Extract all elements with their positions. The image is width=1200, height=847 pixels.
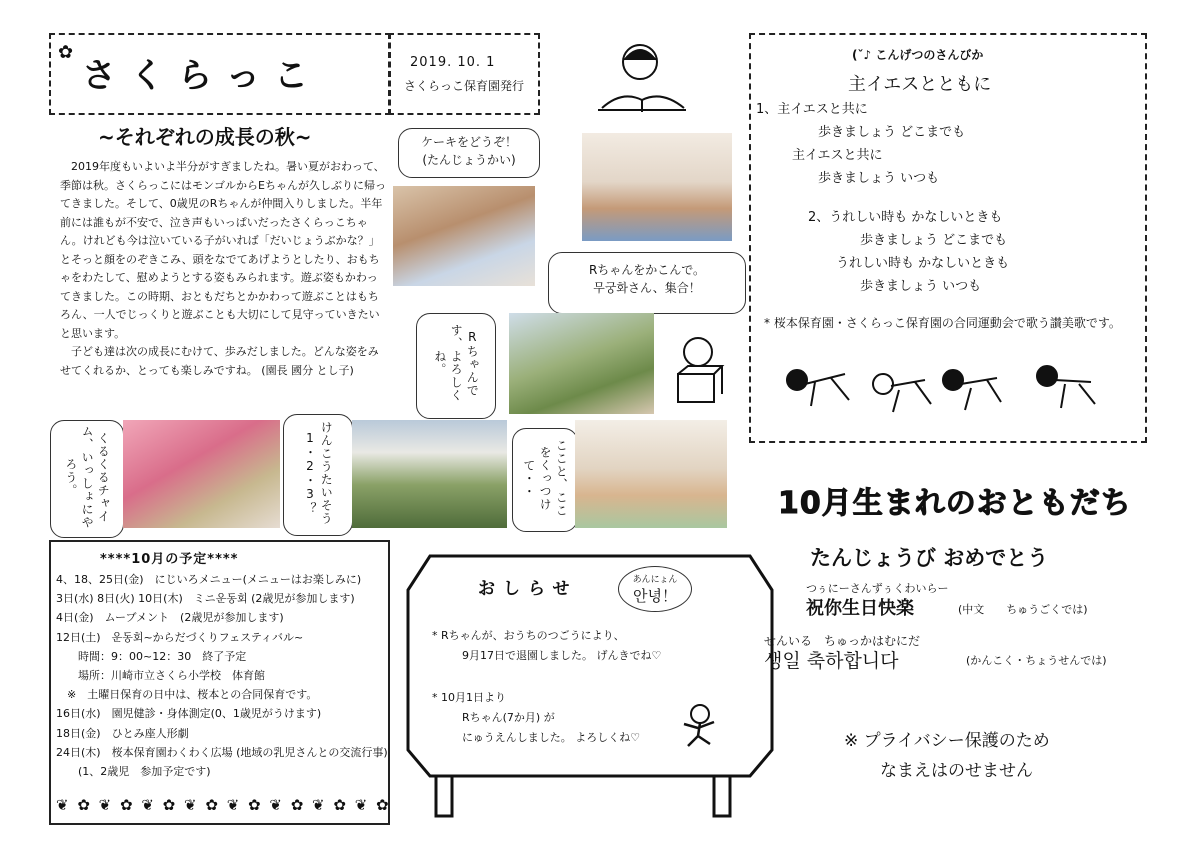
hymn-line: うれしい時も かなしいときも	[836, 256, 1010, 271]
photo-block-play	[575, 420, 727, 528]
annyeong-text: 안녕！	[633, 587, 677, 605]
caption-bubble-kurukuru	[50, 420, 124, 538]
photo-birthday-party	[393, 186, 535, 286]
issue-date: 2019. 10. 1	[410, 55, 496, 70]
birthday-banner: 10月生まれのおともだち	[778, 486, 1132, 521]
caption-bubble-cake	[398, 128, 540, 178]
article-paragraph: 2019年度もいよいよ半分がすぎましたね。暑い夏がおわって、季節は秋。さくらっこにはモンゴルからEちゃんが久しぶりに帰ってきました。そして、0歳児のRちゃんが仲間入りしました。半年前には誰もが不安で、泣き声もいっぱいだったさくらっこちゃん。けれども今は泣いている子がいれば「だいじょうぶかな？」とそっと顔をのぞきこみ、頭をなでてあげようとしたり、おもちゃをわたして、慰めようとする姿もみられます。遊ぶ姿もかわってきました。この時期、おともだちとかかわって遊ぶことはもちろん、一人でじっくりと遊ぶことも大切にして見守っていきたいと思います。	[60, 160, 386, 340]
hymn-line: 1、主イエスと共に	[756, 102, 868, 117]
chinese-greeting: 祝你生日快楽	[806, 598, 914, 619]
caption-bubble-gather	[548, 252, 746, 314]
caption-bubble-kokoto	[512, 428, 578, 532]
annyeong-bubble	[618, 566, 692, 612]
notice-line: * Rちゃんが、おうちのつごうにより、	[432, 629, 625, 642]
notice-title: おしらせ	[478, 579, 578, 599]
annyeong-reading: あんにょん	[632, 575, 678, 585]
hymn-line: 歩きましょう どこまでも	[818, 125, 966, 140]
schedule-item: 時間：9：00~12：30 終了予定	[56, 649, 247, 663]
schedule-item: 4日(金) ムーブメント (2歳児が参加します)	[56, 611, 284, 625]
notice-line: * 10月1日より	[432, 691, 506, 704]
hymn-line: 主イエスと共に	[792, 148, 883, 163]
running-children-illustration	[775, 350, 1105, 420]
schedule-item: ※ 土曜日保育の日中は、桜本との合同保育です。	[56, 688, 318, 702]
photo-group-gathering	[582, 133, 732, 241]
caption-vertical: ここと、ここをくっつけて・・	[521, 439, 569, 517]
schedule-item: 3日(水) 8日(火) 10日(木) ミニ운동회 (2歳児が参加します)	[56, 592, 355, 606]
schedule-item: 24日(木) 桜本保育園わくわく広場 (地域の乳児さんとの交流行事)	[56, 745, 388, 759]
caption-bubble-r-chan	[416, 313, 496, 419]
privacy-line: なまえはのせません	[880, 761, 1033, 781]
masthead-title: さくらっこ	[82, 56, 322, 96]
caption-line: (たんじょうかい)	[422, 153, 516, 167]
schedule-title: ****10月の予定****	[100, 552, 239, 567]
korean-note: (かんこく・ちょうせんでは)	[966, 654, 1107, 667]
article-heading: ~それぞれの成長の秋~	[98, 125, 312, 149]
korean-greeting: 생일 축하합니다	[764, 650, 899, 672]
photo-r-chan	[509, 313, 654, 414]
korean-reading: せんいる ちゅっかはむにだ	[764, 634, 921, 648]
hymn-heading: (ˇ♪ こんげつのさんびか	[852, 48, 984, 62]
schedule-item: 16日(水) 園児健診・身体測定(0、1歳児がうけます)	[56, 707, 322, 721]
hymn-line: 歩きましょう いつも	[818, 171, 940, 186]
hymn-note: * 桜本保育園・さくらっこ保育園の合同運動会で歌う讃美歌です。	[764, 316, 1121, 330]
caption-bubble-kenko	[283, 414, 353, 536]
publisher: さくらっこ保育園発行	[404, 79, 525, 93]
schedule-item: (1、2歳児 参加予定です)	[56, 765, 211, 779]
chinese-reading: つぅにーさんずぅくわいらー	[806, 582, 949, 595]
photo-chime-play	[123, 420, 280, 528]
article-body	[60, 158, 386, 380]
flower-icon: ✿	[58, 42, 74, 63]
hymn-title: 主イエスとともに	[848, 74, 992, 95]
caption-vertical: けんこうたいそう 1・2・3？	[303, 421, 334, 525]
issue-info-box	[388, 33, 540, 115]
running-kid-illustration	[676, 700, 726, 750]
caption-line: ケーキをどうぞ！	[420, 135, 517, 149]
hymn-line: 歩きましょう いつも	[860, 279, 982, 294]
schedule-item: 12日(土) 운동회~からだづくりフェスティバル~	[56, 630, 304, 644]
hymn-line: 2、うれしい時も かなしいときも	[808, 210, 1003, 225]
hymn-verse-1	[756, 98, 965, 190]
notice-line: 9月17日で退園しました。 げんきでね♡	[462, 649, 662, 662]
schedule-item: 場所：川崎市立さくら小学校 体育館	[56, 669, 265, 683]
privacy-line: ※ プライバシー保護のため	[844, 731, 1050, 751]
caption-vertical: くるくるチャイム、いっしょにやろう。	[63, 425, 111, 529]
schedule-item: 18日(金) ひとみ座人形劇	[56, 726, 189, 740]
schedule-item: 4、18、25日(金) にじいろメニュー(メニューはお楽しみに)	[56, 573, 362, 586]
baby-with-box-illustration	[664, 330, 726, 410]
caption-line: 무궁화さん、集合！	[593, 281, 701, 295]
hymn-verse-2	[808, 206, 1009, 298]
reading-girl-illustration	[592, 38, 692, 118]
notice-line: にゅうえんしました。 よろしくね♡	[462, 731, 641, 744]
notice-line: Rちゃん(7か月) が	[462, 711, 555, 724]
caption-line: Rちゃんをかこんで。	[588, 263, 706, 277]
chinese-note: (中文 ちゅうごくでは)	[958, 603, 1088, 616]
decorative-border-icon: ❦ ✿ ❦ ✿ ❦ ✿ ❦ ✿ ❦ ✿ ❦ ✿ ❦ ✿ ❦ ✿	[56, 796, 391, 814]
birthday-greeting: たんじょうび おめでとう	[810, 546, 1049, 570]
notice-body	[432, 626, 661, 748]
schedule-list	[56, 570, 388, 781]
caption-vertical: Rちゃんです、よろしくね。	[432, 324, 480, 402]
article-paragraph: 子ども達は次の成長にむけて、歩みだしました。どんな姿をみせてくれるか、とっても楽しみですね。 (園長 國分 とし子)	[60, 345, 379, 377]
photo-exercise	[352, 420, 507, 528]
hymn-line: 歩きましょう どこまでも	[860, 233, 1008, 248]
